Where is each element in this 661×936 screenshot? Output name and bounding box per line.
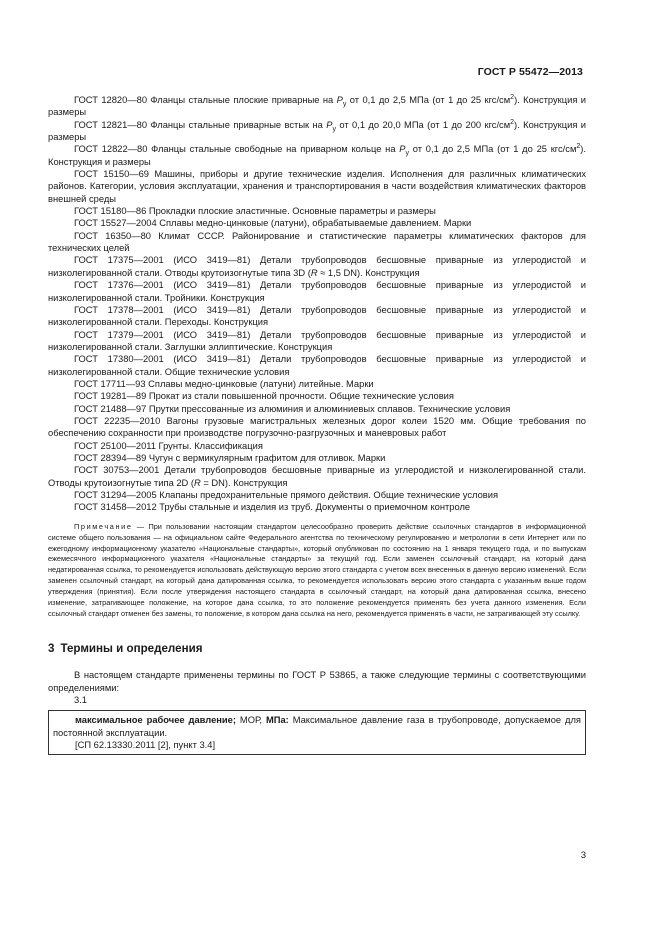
- reference-item: ГОСТ 17375—2001 (ИСО 3419—81) Детали трубопроводов бесшовные приварные из углеродистой и низколегированной стали. Отводы крутоизогнутые типа 3D (R ≈ 1,5 DN). Конструкция: [48, 255, 586, 278]
- reference-item: ГОСТ 16350—80 Климат СССР. Районирование и статистические параметры климатических факторов для технических целей: [48, 230, 586, 254]
- reference-item: ГОСТ 17378—2001 (ИСО 3419—81) Детали трубопроводов бесшовные приварные из углеродистой и низколегированной стали. Переходы. Конструкция: [48, 304, 586, 328]
- definition-source: [СП 62.13330.2011 [2], пункт 3.4]: [75, 739, 216, 750]
- document-header-id: ГОСТ Р 55472—2013: [477, 66, 583, 78]
- definition-unit: МПа:: [265, 715, 289, 726]
- references-note: Примечание — При пользовании настоящим стандартом целесообразно проверить действие ссылочных стандартов в информационной системе общего пользования — на официальном сайте Федерального агентства по техническому регулированию и метрологии в сети Интернет или по ежегодному информационному указателю «Национальные стандарты», который опубликован по состоянию на 1 января текущего года, и по выпускам ежемесячного информационного указателя «Национальные стандарты» за текущий год. Если заменен ссылочный стандарт, на который дана недатированная ссылка, то рекомендуется использовать действующую версию этого стандарта с учетом всех внесенных в данную версию изменений. Если заменен ссылочный стандарт, на который дана датированная ссылка, то рекомендуется использовать версию этого стандарта с указанным выше годом утверждения (принятия). Если после утверждения настоящего стандарта в ссылочный стандарт, на который дана датированная ссылка, внесено изменение, затрагивающее положение, на которое дана ссылка, то это положение рекомендуется применять без учета данного изменения. Если ссылочный стандарт отменен без замены, то положение, в котором дана ссылка на него, рекомендуется применять в части, не затрагивающей эту ссылку.: [48, 521, 586, 618]
- definition-text: максимальное рабочее давление; МОР, МПа: Максимальное давление газа в трубопроводе, допускаемое для постоянной эксплуатации.: [53, 715, 581, 738]
- section-title: Термины и определения: [60, 641, 203, 655]
- definition-term: максимальное рабочее давление;: [75, 715, 236, 726]
- reference-item: ГОСТ 28394—89 Чугун с вермикулярным графитом для отливок. Марки: [74, 452, 386, 463]
- reference-item: ГОСТ 31458—2012 Трубы стальные и изделия из труб. Документы о приемочном контроле: [74, 502, 471, 513]
- section-number: 3: [48, 641, 55, 655]
- reference-item: ГОСТ 21488—97 Прутки прессованные из алюминия и алюминиевых сплавов. Технические условия: [74, 403, 511, 414]
- reference-item: ГОСТ 12822—80 Фланцы стальные свободные на приварном кольце на $P_y$ от 0,1 до 2,5 МПа (от 1 до 25 кгс/$см^2$). Конструкция и размеры: [48, 143, 586, 167]
- reference-item: ГОСТ 17380—2001 (ИСО 3419—81) Детали трубопроводов бесшовные приварные из углеродистой и низколегированной стали. Общие технические условия: [48, 354, 586, 377]
- clause-number: 3.1: [74, 694, 87, 705]
- reference-item: ГОСТ 12821—80 Фланцы стальные приварные встык на $P_y$ от 0,1 до 20,0 МПа (от 1 до 200 кгс/$см^2$). Конструкция и размеры: [48, 118, 586, 143]
- reference-item: ГОСТ 17376—2001 (ИСО 3419—81) Детали трубопроводов бесшовные приварные из углеродистой и низколегированной стали. Тройники. Конструкция: [48, 280, 586, 303]
- note-text: При пользовании настоящим стандартом целесообразно проверить действие ссылочных стандартов в информационной системе общего пользования — на официальном сайте Федерального агентства по техническому регулированию и метрологии в сети Интернет или по ежегодному информационному указателю «Национальные стандарты», который опубликован по состоянию на 1 января текущего года, и по выпускам ежемесячного информационного указателя «Национальные стандарты» за текущий год. Если заменен ссылочный стандарт, на который дана недатированная ссылка, то рекомендуется использовать действующую версию этого стандарта с учетом всех внесенных в данную версию изменений. Если заменен ссылочный стандарт, на который дана датированная ссылка, то рекомендуется использовать версию этого стандарта с указанным выше годом утверждения (принятия). Если после утверждения настоящего стандарта в ссылочный стандарт, на который дана датированная ссылка, внесено изменение, затрагивающее положение, на которое дана ссылка, то это положение рекомендуется применять без учета данного изменения. Если ссылочный стандарт отменен без замены, то положение, в котором дана ссылка на него, рекомендуется применять в части, не затрагивающей эту ссылку.: [48, 521, 586, 618]
- note-label: Примечание: [74, 521, 133, 531]
- reference-item: ГОСТ 25100—2011 Грунты. Классификация: [74, 440, 263, 451]
- reference-item: ГОСТ 30753—2001 Детали трубопроводов бесшовные приварные из углеродистой и низколегированной стали. Отводы крутоизогнутые типа 2D (R = DN). Конструкция: [48, 465, 586, 488]
- reference-item: ГОСТ 15150—69 Машины, приборы и другие технические изделия. Исполнения для различных климатических районов. Категории, условия эксплуатации, хранения и транспортирования в части воздействия климатических факторов внешней среды: [48, 169, 586, 204]
- reference-item: ГОСТ 17379—2001 (ИСО 3419—81) Детали трубопроводов бесшовные приварные из углеродистой и низколегированной стали. Заглушки эллиптические. Конструкция: [48, 329, 586, 352]
- normative-references-list: [48, 94, 586, 514]
- section-intro: В настоящем стандарте применены термины по ГОСТ Р 53865, а также следующие термины с соответствующими определениями:: [48, 670, 586, 693]
- reference-item: ГОСТ 15180—86 Прокладки плоские эластичные. Основные параметры и размеры: [74, 206, 436, 217]
- reference-item: ГОСТ 15527—2004 Сплавы медно-цинковые (латуни), обрабатываемые давлением. Марки: [74, 218, 472, 229]
- reference-item: ГОСТ 31294—2005 Клапаны предохранительные прямого действия. Общие технические условия: [74, 490, 499, 500]
- page-content: [48, 94, 586, 755]
- reference-item: ГОСТ 17711—93 Сплавы медно-цинковые (латуни) литейные. Марки: [74, 378, 374, 389]
- reference-item: ГОСТ 12820—80 Фланцы стальные плоские приварные на $P_y$ от 0,1 до 2,5 МПа (от 1 до 25 кгс/$см^2$). Конструкция и размеры: [48, 93, 587, 118]
- section-heading: [48, 643, 586, 655]
- definition-box: [48, 710, 586, 755]
- page-number: 3: [580, 850, 586, 861]
- reference-item: ГОСТ 19281—89 Прокат из стали повышенной прочности. Общие технические условия: [74, 391, 454, 402]
- reference-item: ГОСТ 22235—2010 Вагоны грузовые магистральных железных дорог колеи 1520 мм. Общие требования по обеспечению сохранности при производстве погрузочно-разгрузочных и маневровых работ: [48, 415, 586, 439]
